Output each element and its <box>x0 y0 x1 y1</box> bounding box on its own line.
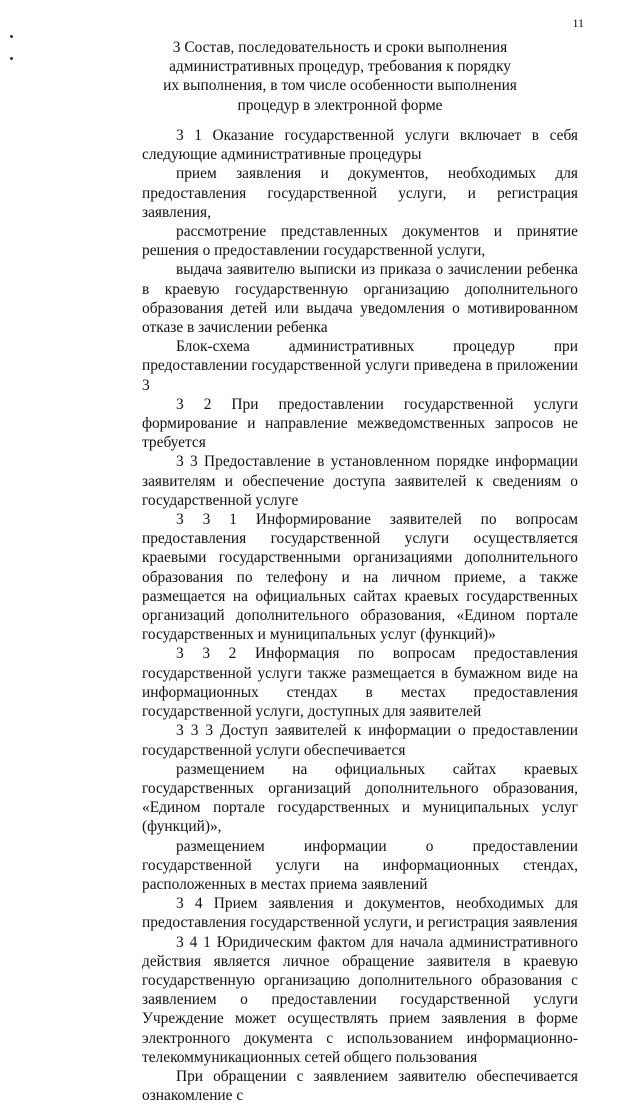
paragraph: размещением на официальных сайтах краевых государственных организаций дополнительного образования, «Едином портале государственных и муниципальных услуг (функций)», <box>142 760 578 836</box>
body-text <box>142 126 578 1105</box>
paragraph: выдача заявителю выписки из приказа о зачислении ребенка в краевую государственную организацию дополнительного образования детей или выдача уведомления о мотивированном отказе в зачислении ребенка <box>142 261 578 337</box>
paragraph: 3 3 3 Доступ заявителей к информации о предоставлении государственной услуги обеспечивается <box>142 722 578 759</box>
paragraph: рассмотрение представленных документов и принятие решения о предоставлении государственной услуги, <box>142 223 578 260</box>
heading-line: процедур в электронной форме <box>237 96 443 114</box>
page-number: 11 <box>572 16 584 30</box>
paragraph: 3 2 При предоставлении государственной услуги формирование и направление межведомственных запросов не требуется <box>142 395 578 452</box>
scan-speck <box>10 35 13 38</box>
section-heading <box>140 38 540 115</box>
heading-line: 3 Состав, последовательность и сроки выполнения <box>172 39 508 56</box>
paragraph: 3 3 2 Информация по вопросам предоставления государственной услуги также размещается в бумажном виде на информационных стендах в местах предоставления государственной услуги, доступных для заявителей <box>142 645 578 721</box>
heading-line: их выполнения, в том числе особенности выполнения <box>163 77 517 95</box>
paragraph: При обращении с заявлением заявителю обеспечивается ознакомление с <box>142 1067 578 1105</box>
paragraph: 3 3 Предоставление в установленном порядке информации заявителям и обеспечение доступа заявителей к сведениям о государственной услуге <box>142 453 578 509</box>
scan-speck <box>10 57 13 60</box>
paragraph: Блок-схема административных процедур при предоставлении государственной услуги приведена в приложении 3 <box>142 338 578 394</box>
paragraph: прием заявления и документов, необходимых для предоставления государственной услуги, и регистрация заявления, <box>142 165 578 221</box>
paragraph: 3 4 1 Юридическим фактом для начала административного действия является личное обращение заявителя в краевую государственную организацию дополнительного образования с заявлением о предоставлении государственной услуги Учреждение может осуществлять прием заявления в форме электронного документа с использованием информационно-телекоммуникационных сетей общего пользования <box>142 933 578 1066</box>
paragraph: размещением информации о предоставлении государственной услуги на информационных стендах, расположенных в местах приема заявлений <box>142 837 578 893</box>
paragraph: 3 3 1 Информирование заявителей по вопросам предоставления государственной услуги осуществляется краевыми государственными организациями дополнительного образования по телефону и на личном приеме, а также размещается на официальных сайтах краевых государственных организаций дополнительного образования, «Едином портале государственных и муниципальных услуг (функций)» <box>142 511 578 644</box>
paragraph: 3 4 Прием заявления и документов, необходимых для предоставления государственной услуги, и регистрация заявления <box>142 895 578 932</box>
paragraph: 3 1 Оказание государственной услуги включает в себя следующие административные процедуры <box>142 127 578 164</box>
heading-line: административных процедур, требования к порядку <box>169 58 511 76</box>
